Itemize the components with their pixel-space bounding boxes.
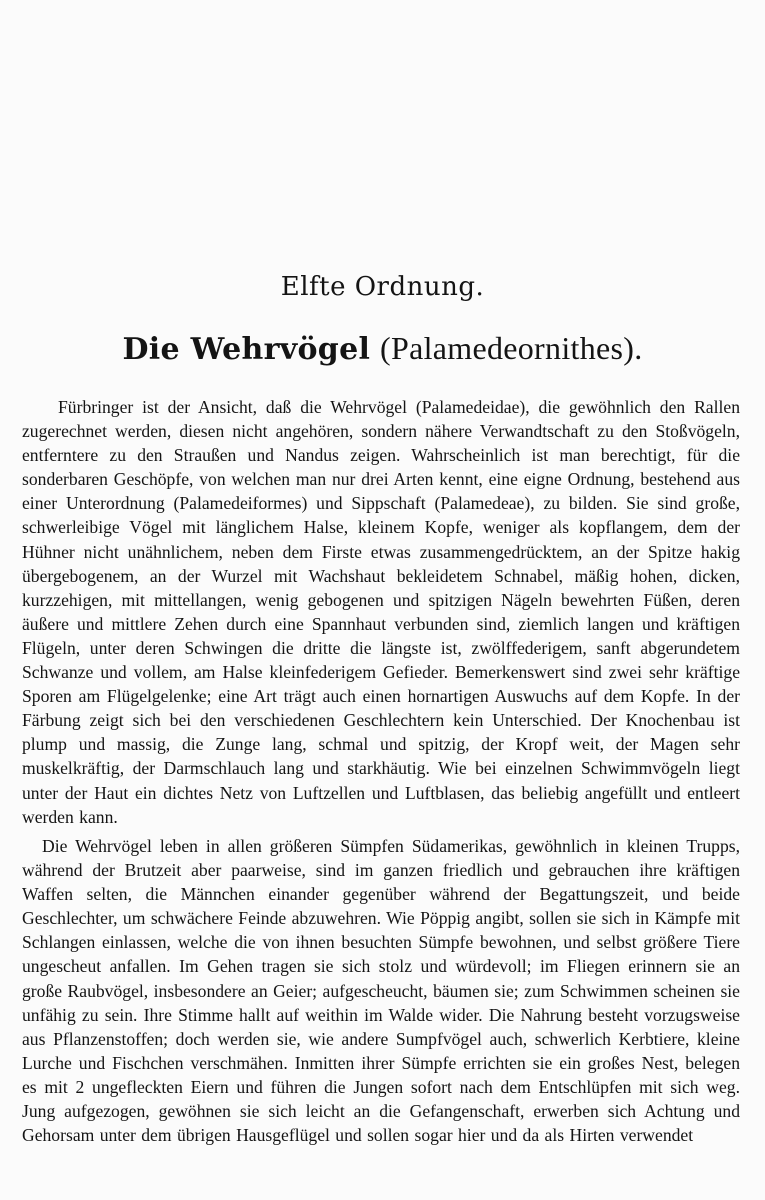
order-heading: Elfte Ordnung. xyxy=(280,272,485,302)
chapter-title-latin: (Palamedeornithes). xyxy=(380,330,643,366)
chapter-title xyxy=(0,330,765,367)
paragraph-2: Die Wehrvögel leben in allen größeren Sümpfen Südamerikas, gewöhnlich in kleinen Trupps, während der Brutzeit aber paarweise, sind im ganzen friedlich und gebrauchen ihre kräftigen Waffen selten, die Männchen einander gegenüber während der Begattungszeit, und beide Geschlechter, um schwächere Feinde abzuwehren. Wie Pöppig angibt, sollen sie sich in Kämpfe mit Schlangen einlassen, welche die von ihnen besuchten Sümpfe bewohnen, und selbst größere Tiere ungescheut anfallen. Im Gehen tragen sie sich stolz und würdevoll; im Fliegen erinnern sie an große Raubvögel, insbesondere an Geier; aufgescheucht, bäumen sie; zum Schwimmen scheinen sie unfähig zu sein. Ihre Stimme hallt auf weithin im Walde wider. Die Nahrung besteht vorzugsweise aus Pflanzenstoffen; doch werden sie, wie andere Sumpfvögel auch, schwerlich Kerbtiere, kleine Lurche und Fischchen verschmähen. Inmitten ihrer Sümpfe errichten sie ein großes Nest, belegen es mit 2 ungefleckten Eiern und führen die Jungen sofort nach dem Entschlüpfen mit sich weg. Jung aufgezogen, gewöhnen sie sich leicht an die Gefangenschaft, erwerben sich Achtung und Gehorsam unter dem übrigen Hausgeflügel und sollen sogar hier und da als Hirten verwendet xyxy=(22,836,740,1146)
paragraph-1: Fürbringer ist der Ansicht, daß die Wehrvögel (Palamedeidae), die gewöhnlich den Rallen zugerechnet werden, diesen nicht angehören, sondern nähere Verwandtschaft zu den Stoßvögeln, entferntere zu den Straußen und Nandus zeigen. Wahrscheinlich ist man berechtigt, für die sonderbaren Geschöpfe, von welchen man nur drei Arten kennt, eine eigne Ordnung, bestehend aus einer Unterordnung (Palamedeiformes) und Sippschaft (Palamedeae), zu bilden. Sie sind große, schwerleibige Vögel mit länglichem Halse, kleinem Kopfe, weniger als kopflangem, dem der Hühner nicht unähnlichem, neben dem Firste etwas zusammengedrücktem, an der Spitze hakig übergebogenem, an der Wurzel mit Wachshaut bekleidetem Schnabel, mäßig hohen, dicken, kurzzehigen, mit mittellangen, wenig gebogenen und spitzigen Nägeln bewehrten Füßen, deren äußere und mittlere Zehen durch eine Spannhaut verbunden sind, ziemlich langen und kräftigen Flügeln, unter deren Schwingen die dritte die längste ist, zwölffederigem, sanft abgerundetem Schwanze und vollem, am Halse kleinfederigem Gefieder. Bemerkenswert sind zwei sehr kräftige Sporen am Flügelgelenke; eine Art trägt auch einen hornartigen Auswuchs auf dem Kopfe. In der Färbung zeigt sich bei den verschiedenen Geschlechtern kein Unterschied. Der Knochenbau ist plump und massig, die Zunge lang, schmal und spitzig, der Kropf weit, der Magen sehr muskelkräftig, der Darmschlauch lang und starkhäutig. Wie bei einzelnen Schwimmvögeln liegt unter der Haut ein dichtes Netz von Luftzellen und Luftblasen, das beliebig angefüllt und entleert werden kann. xyxy=(22,397,740,827)
chapter-title-german: Die Wehrvögel xyxy=(122,332,371,367)
